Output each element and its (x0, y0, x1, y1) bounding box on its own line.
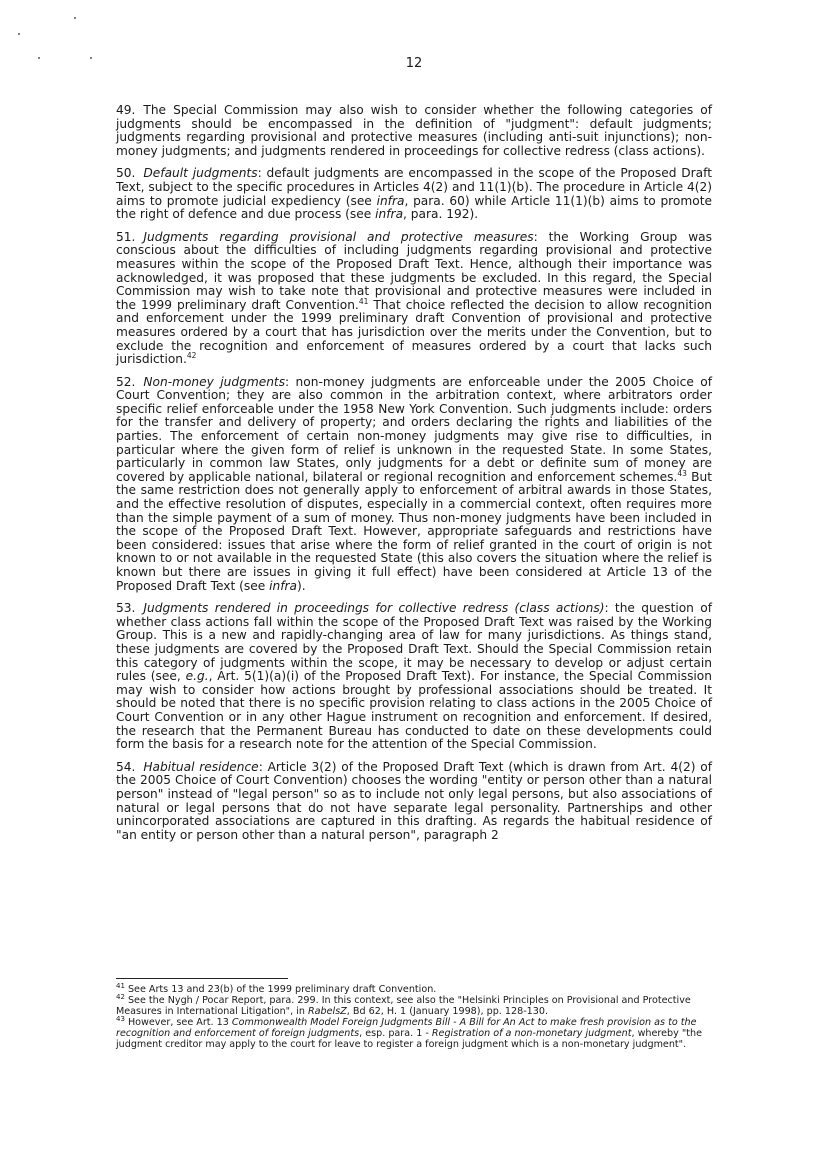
paragraph-text: : the Working Group was conscious about the difficulties of including judgments regarding provisional and protective measures within the scope of the Proposed Draft Text. Hence, although their importance was acknowledged, it was proposed that these judgments be excluded. In this regard, the Special Commission may wish to take note that provisional and protective measures were included in the 1999 preliminary draft Convention. (116, 229, 712, 312)
paragraph-text: : Article 3(2) of the Proposed Draft Text (which is drawn from Art. 4(2) of the 2005 Choice of Court Convention) chooses the wording "entity or person other than a natural person" instead of "legal person" so as to include not only legal persons, but also associations of natural or legal persons that do not have separate legal personality. Partnerships and other unincorporated associations are captured in this drafting. As regards the habitual residence of "an entity or person other than a natural person", paragraph 2 (116, 759, 712, 842)
paragraph-53 (116, 602, 712, 752)
paragraph-heading: Judgments rendered in proceedings for collective redress (class actions) (143, 601, 605, 616)
footnote-text: However, see Art. 13 (124, 1017, 232, 1028)
paragraph-number: 50. (116, 166, 136, 181)
paragraph-text: ). (296, 578, 306, 593)
paragraph-51 (116, 231, 712, 367)
paragraph-text: That choice reflected the decision to allow recognition and enforcement under the 1999 preliminary draft Convention of provisional and protective measures ordered by a court that has jurisdiction over the merits under the Convention, but to exclude the recognition and enforcement of measures ordered by a court that lacks such jurisdiction. (116, 297, 712, 367)
paragraph-text: , para. 60) while Article 11(1)(b) aims to promote the right of defence and due process (see (116, 193, 712, 222)
footnote-separator (116, 978, 288, 979)
footnote-text: , esp. para. 1 - (359, 1028, 432, 1039)
paragraph-text: : non-money judgments are enforceable under the 2005 Choice of Court Convention; they are also common in the arbitration context, where arbitrators order specific relief enforceable under the 1958 New York Convention. Such judgments include: orders for the transfer and delivery of property; and orders declaring the rights and liabilities of the parties. The enforcement of certain non-money judgments may give rise to difficulties, in particular where the given form of relief is unknown in the requested State. In some States, particularly in common law States, only judgments for a debt or definite sum of money are covered by applicable national, bilateral or regional recognition and enforcement schemes. (116, 374, 712, 484)
journal-title: RabelsZ (308, 1006, 347, 1017)
section-title: Registration of a non-monetary judgment (431, 1028, 632, 1039)
footnote-number: 42 (116, 992, 125, 1001)
paragraph-heading: Default judgments (143, 166, 258, 181)
bill-title: Commonwealth Model Foreign Judgments Bill - A Bill for An Act to make fresh provision as to the recognition and enforcement of foreign judgments (116, 1017, 697, 1039)
paragraph-text: But the same restriction does not generally apply to enforcement of arbitral awards in those States, and the effective resolution of disputes, especially in a commercial context, often requires more than the simple payment of a sum of money. Thus non-money judgments have been included in the scope of the Proposed Draft Text. However, appropriate safeguards and restrictions have been considered: issues that arise where the form of relief granted in the court of origin is not known to or not available in the requested State (this also covers the situation where the relief is known but there are issues in giving it full effect) have been considered at Article 13 of the Proposed Draft Text (see (116, 469, 712, 593)
paragraph-number: 52. (116, 374, 136, 389)
paragraph-number: 49. (116, 103, 136, 117)
paragraph-49 (116, 104, 712, 158)
paragraph-50 (116, 167, 712, 221)
footnote-text: See Arts 13 and 23(b) of the 1999 preliminary draft Convention. (124, 984, 437, 995)
footnote-number: 41 (116, 981, 125, 990)
footnote-text: , whereby "the judgment creditor may apply to the court for leave to register a foreign judgment which is a non-monetary judgment". (116, 1028, 703, 1050)
paragraph-text: , Art. 5(1)(a)(i) of the Proposed Draft Text). For instance, the Special Commission may wish to consider how actions brought by professional associations should be treated. It should be noted that there is no specific provision relating to class actions in the 2005 Choice of Court Convention or in any other Hague instrument on recognition and enforcement. If desired, the research that the Permanent Bureau has conducted to date on these developments could form the basis for a research note for the attention of the Special Commission. (116, 669, 712, 752)
footnote-42 (116, 992, 712, 1017)
footnote-text: See the Nygh / Pocar Report, para. 299. In this context, see also the "Helsinki Principles on Provisional and Protective Measures in International Litigation", in (116, 995, 691, 1017)
paragraph-heading: Habitual residence (143, 759, 259, 774)
cross-reference: infra (269, 578, 297, 593)
paragraph-text: : default judgments are encompassed in the scope of the Proposed Draft Text, subject to the specific procedures in Articles 4(2) and 11(1)(b). The procedure in Article 4(2) aims to promote judicial expediency (see (116, 166, 712, 208)
paragraph-number: 53. (116, 601, 136, 616)
latin-abbreviation: e.g. (185, 669, 209, 684)
footnote-text: , Bd 62, H. 1 (January 1998), pp. 128-130. (346, 1006, 549, 1017)
footnote-number: 43 (116, 1014, 125, 1023)
paragraph-text: , para. 192). (403, 207, 479, 222)
footnote-41 (116, 981, 712, 995)
cross-reference: infra (376, 193, 405, 208)
footnote-ref[interactable]: 43 (677, 468, 687, 478)
paragraph-54 (116, 761, 712, 843)
paragraph-52 (116, 376, 712, 594)
footnotes (116, 981, 712, 1050)
paragraph-number: 51. (116, 229, 136, 244)
scan-speck (74, 17, 76, 19)
paragraph-text: : the question of whether class actions fall within the scope of the Proposed Draft Text was raised by the Working Group. This is a new and rapidly-changing area of law for many jurisdictions. As things stand, these judgments are covered by the Proposed Draft Text. Should the Special Commission retain this category of judgments within the scope, it may be necessary to develop or adjust certain rules (see, (116, 601, 712, 684)
paragraph-heading: Non-money judgments (143, 374, 286, 389)
body-text (116, 104, 712, 851)
footnote-ref[interactable]: 42 (186, 351, 197, 361)
paragraph-number: 54. (116, 759, 136, 774)
footnote-43 (116, 1014, 712, 1050)
scan-speck (18, 33, 20, 35)
paragraph-text: The Special Commission may also wish to consider whether the following categories of judgments should be encompassed in the definition of "judgment": default judgments; judgments regarding provisional and protective measures (including anti-suit injunctions); non-money judgments; and judgments rendered in proceedings for collective redress (class actions). (116, 103, 712, 158)
cross-reference: infra (375, 207, 404, 222)
page-number: 12 (405, 56, 423, 71)
paragraph-heading: Judgments regarding provisional and protective measures (143, 229, 534, 244)
footnote-ref[interactable]: 41 (358, 296, 369, 306)
